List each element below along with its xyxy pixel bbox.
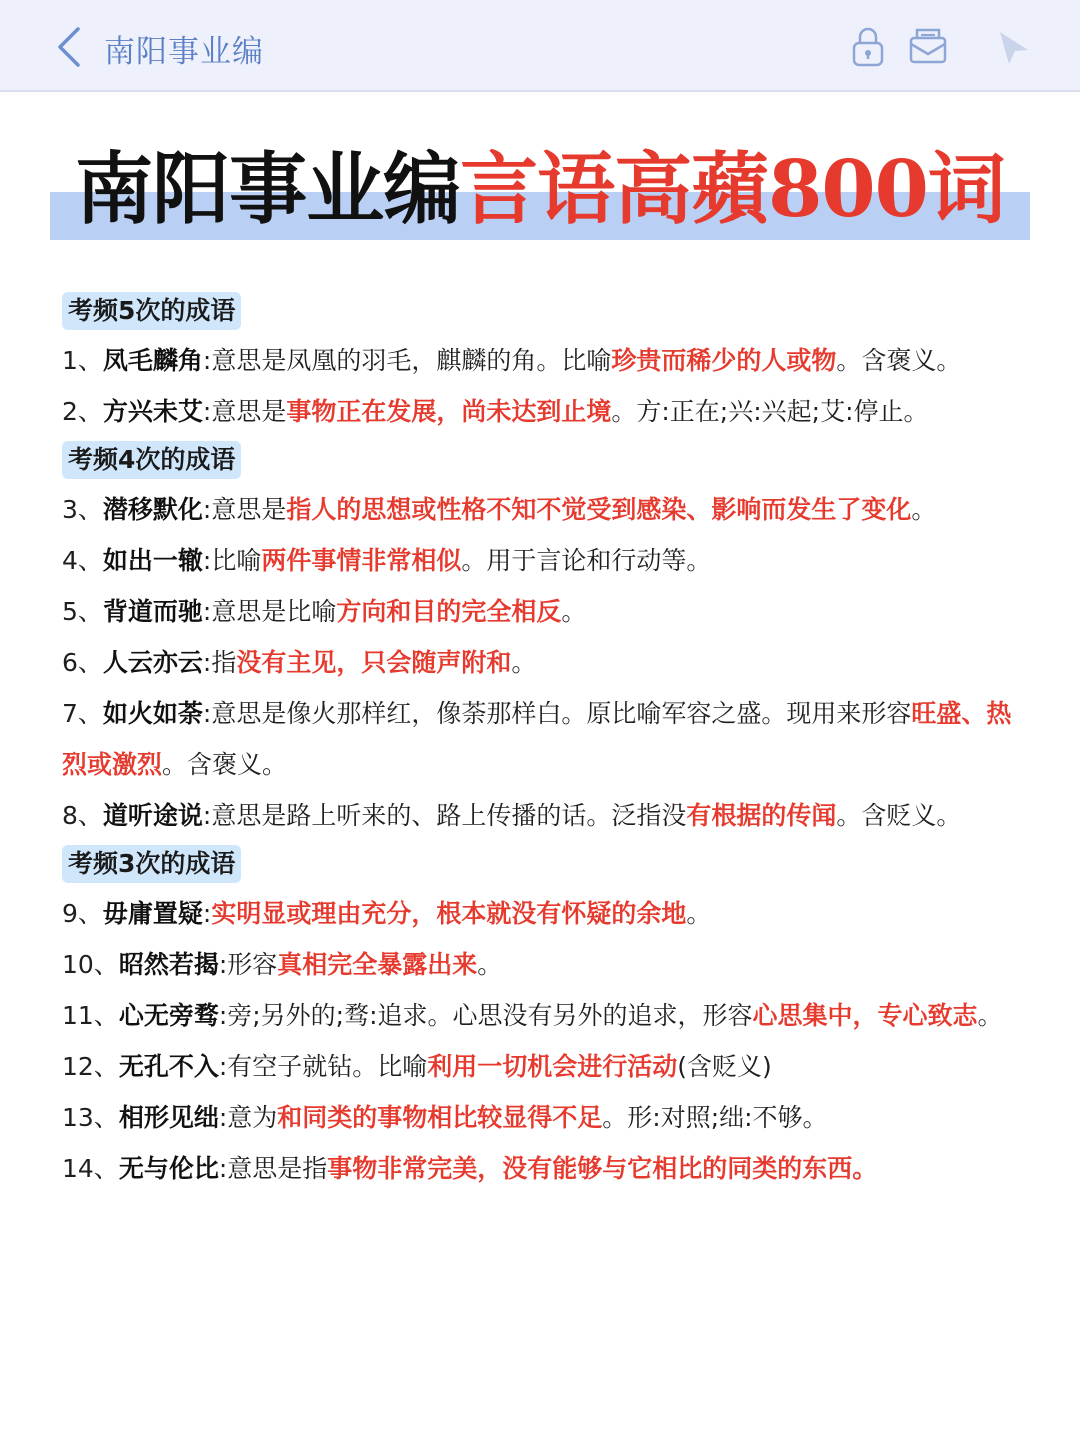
idiom-item: 8、道听途说:意思是路上听来的、路上传播的话。泛指没有根据的传闻。含贬义。	[62, 801, 962, 830]
idiom-item: 4、如出一辙:比喻两件事情非常相似。用于言论和行动等。	[62, 546, 712, 575]
idiom-item: 7、如火如荼:意思是像火那样红，像荼那样白。原比喻军容之盛。现用来形容旺盛、热烈或激烈。含褒义。	[62, 699, 1012, 779]
mail-icon[interactable]	[906, 24, 950, 68]
idiom-item: 5、背道而驰:意思是比喻方向和目的完全相反。	[62, 597, 587, 626]
idiom-item: 12、无孔不入:有空子就钻。比喻利用一切机会进行活动(含贬义)	[62, 1052, 772, 1081]
nav-title: 南阳事业编	[104, 34, 264, 70]
idiom-item: 14、无与伦比:意思是指事物非常完美，没有能够与它相比的同类的东西。	[62, 1154, 878, 1183]
idiom-item: 6、人云亦云:指没有主见，只会随声附和。	[62, 648, 537, 677]
back-arrow-icon[interactable]	[54, 26, 84, 68]
top-nav-bar	[0, 0, 1080, 92]
idiom-item: 2、方兴未艾:意思是事物正在发展，尚未达到止境。方:正在;兴:兴起;艾:停止。	[62, 397, 929, 426]
section-heading: 考频4次的成语	[62, 441, 241, 479]
share-arrow-icon[interactable]	[992, 24, 1036, 68]
idiom-list	[62, 288, 1022, 1194]
idiom-item: 13、相形见绌:意为和同类的事物相比较显得不足。形:对照;绌:不够。	[62, 1103, 828, 1132]
headline-title-black: 南阳事业编	[75, 144, 461, 235]
idiom-item: 9、毋庸置疑:实明显或理由充分，根本就没有怀疑的余地。	[62, 899, 712, 928]
section-heading: 考频5次的成语	[62, 292, 241, 330]
lock-icon[interactable]	[846, 24, 890, 68]
idiom-item: 3、潜移默化:意思是指人的思想或性格不知不觉受到感染、影响而发生了变化。	[62, 495, 937, 524]
idiom-item: 10、昭然若揭:形容真相完全暴露出来。	[62, 950, 503, 979]
headline-title-red: 言语高蘋800词	[460, 144, 1005, 235]
idiom-item: 1、凤毛麟角:意思是凤凰的羽毛，麒麟的角。比喻珍贵而稀少的人或物。含褒义。	[62, 346, 962, 375]
section-heading: 考频3次的成语	[62, 845, 241, 883]
idiom-item: 11、心无旁骛:旁;另外的;骛:追求。心思没有另外的追求，形容心思集中，专心致志。	[62, 1001, 1003, 1030]
headline	[50, 140, 1030, 242]
